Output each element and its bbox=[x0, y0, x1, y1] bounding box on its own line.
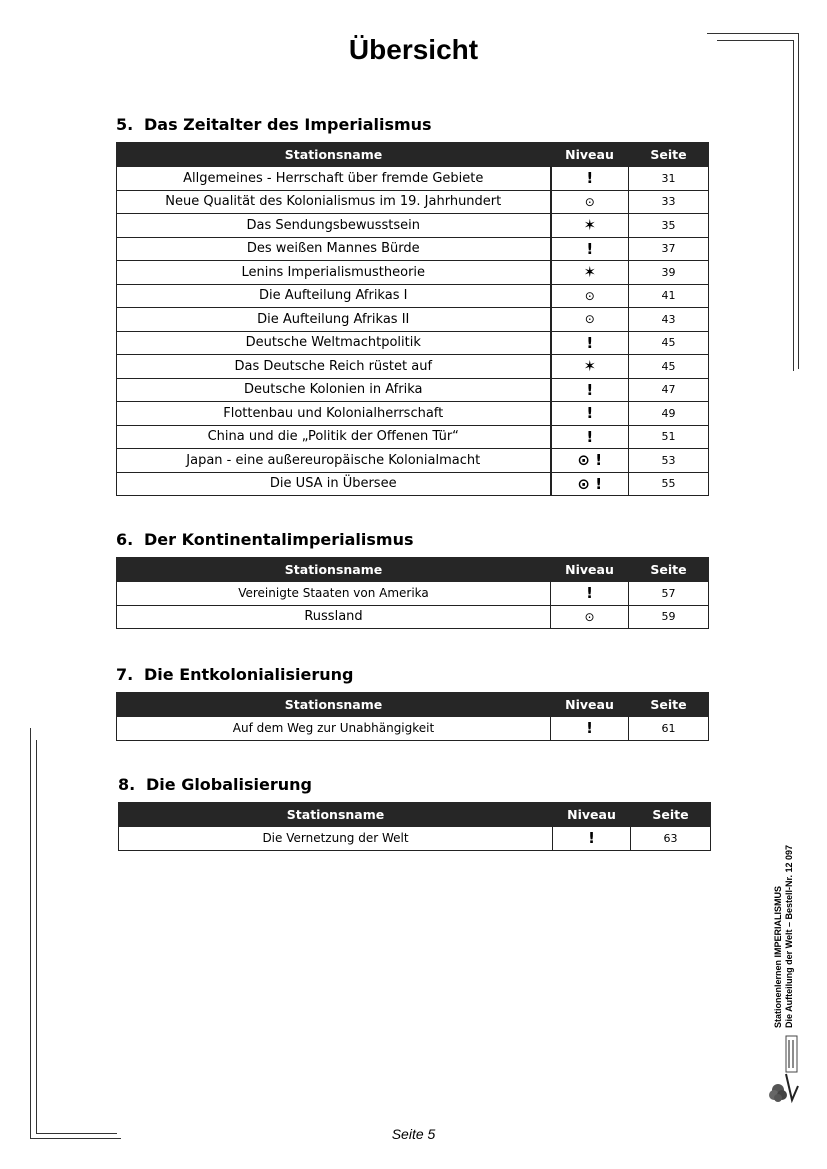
station-name: Das Sendungsbewusstsein bbox=[117, 214, 551, 238]
stations-table bbox=[116, 557, 709, 629]
table-row bbox=[117, 190, 709, 214]
table-row bbox=[119, 827, 711, 851]
table-row bbox=[117, 331, 709, 355]
column-header-seite: Seite bbox=[629, 558, 709, 582]
page-number: 49 bbox=[629, 402, 709, 426]
page-number: 45 bbox=[629, 355, 709, 379]
page-number: 43 bbox=[629, 308, 709, 332]
page-number: 45 bbox=[629, 331, 709, 355]
section-heading: 7. Die Entkolonialisierung bbox=[116, 665, 354, 684]
page-number: 33 bbox=[629, 190, 709, 214]
table-row bbox=[117, 355, 709, 379]
page-number: 41 bbox=[629, 284, 709, 308]
page-number: 55 bbox=[629, 472, 709, 496]
side-text-line-2: Die Aufteilung der Welt – Bestell-Nr. 12 097 bbox=[784, 844, 794, 1028]
station-name: Die Aufteilung Afrikas II bbox=[117, 308, 551, 332]
station-name: Allgemeines - Herrschaft über fremde Gebiete bbox=[117, 167, 551, 191]
niveau-icon: ! bbox=[551, 402, 629, 426]
station-name: Russland bbox=[117, 605, 551, 629]
station-name: Vereinigte Staaten von Amerika bbox=[117, 582, 551, 606]
page-number-footer: Seite 5 bbox=[391, 1126, 436, 1142]
column-header-stationsname: Stationsname bbox=[117, 143, 551, 167]
column-header-seite: Seite bbox=[629, 693, 709, 717]
table-row bbox=[117, 605, 709, 629]
table-row bbox=[117, 284, 709, 308]
column-header-niveau: Niveau bbox=[553, 803, 631, 827]
section-heading: 6. Der Kontinentalimperialismus bbox=[116, 530, 414, 549]
stations-table bbox=[116, 692, 709, 741]
station-name: Flottenbau und Kolonialherrschaft bbox=[117, 402, 551, 426]
section-entkolonialisierung bbox=[116, 664, 708, 741]
niveau-icon: ! bbox=[551, 237, 629, 261]
station-name: Auf dem Weg zur Unabhängigkeit bbox=[117, 717, 551, 741]
station-name: China und die „Politik der Offenen Tür“ bbox=[117, 425, 551, 449]
column-header-stationsname: Stationsname bbox=[119, 803, 553, 827]
page-number: 37 bbox=[629, 237, 709, 261]
niveau-icon: ! bbox=[551, 378, 629, 402]
niveau-icon: ! bbox=[553, 827, 631, 851]
page-number: 47 bbox=[629, 378, 709, 402]
table-row bbox=[117, 717, 709, 741]
table-row bbox=[117, 167, 709, 191]
niveau-icon: ! bbox=[551, 717, 629, 741]
table-row bbox=[117, 378, 709, 402]
table-row bbox=[117, 308, 709, 332]
side-text-line-1: Stationenlernen IMPERIALISMUS bbox=[773, 885, 783, 1028]
stations-table bbox=[116, 142, 709, 496]
station-name: Neue Qualität des Kolonialismus im 19. Jahrhundert bbox=[117, 190, 551, 214]
niveau-icon: ⊙ bbox=[551, 308, 629, 332]
side-publication-info bbox=[773, 808, 807, 1028]
page-number: 51 bbox=[629, 425, 709, 449]
column-header-seite: Seite bbox=[631, 803, 711, 827]
corner-frame-top-right-inner bbox=[717, 40, 794, 371]
station-name: Deutsche Kolonien in Afrika bbox=[117, 378, 551, 402]
section-heading: 5. Das Zeitalter des Imperialismus bbox=[116, 115, 432, 134]
table-row bbox=[117, 582, 709, 606]
page-number: 53 bbox=[629, 449, 709, 473]
table-row bbox=[117, 425, 709, 449]
niveau-icon: ! bbox=[551, 331, 629, 355]
page-number: 39 bbox=[629, 261, 709, 285]
niveau-icon: ✶ bbox=[551, 214, 629, 238]
section-kontinentalimperialismus bbox=[116, 529, 708, 629]
column-header-seite: Seite bbox=[629, 143, 709, 167]
niveau-icon: ⊙ bbox=[551, 190, 629, 214]
page-number: 35 bbox=[629, 214, 709, 238]
niveau-icon: ! bbox=[551, 425, 629, 449]
section-heading: 8. Die Globalisierung bbox=[118, 775, 312, 794]
station-name: Die Aufteilung Afrikas I bbox=[117, 284, 551, 308]
section-globalisierung bbox=[118, 774, 710, 851]
niveau-icon: ✶ bbox=[551, 261, 629, 285]
station-name: Die USA in Übersee bbox=[117, 472, 551, 496]
station-name: Des weißen Mannes Bürde bbox=[117, 237, 551, 261]
page-number: 31 bbox=[629, 167, 709, 191]
table-row bbox=[117, 261, 709, 285]
page-number: 59 bbox=[629, 605, 709, 629]
niveau-icon: ! bbox=[551, 167, 629, 191]
station-name: Japan - eine außereuropäische Kolonialmacht bbox=[117, 449, 551, 473]
niveau-icon: ⊙ bbox=[551, 605, 629, 629]
table-row bbox=[117, 402, 709, 426]
page-number: 63 bbox=[631, 827, 711, 851]
page-number: 57 bbox=[629, 582, 709, 606]
section-imperialismus bbox=[116, 114, 708, 496]
page-title: Übersicht bbox=[348, 34, 479, 65]
table-row bbox=[117, 214, 709, 238]
page-number: 61 bbox=[629, 717, 709, 741]
niveau-icon: ⊙ bbox=[551, 284, 629, 308]
station-name: Deutsche Weltmachtpolitik bbox=[117, 331, 551, 355]
column-header-niveau: Niveau bbox=[551, 693, 629, 717]
niveau-icon: ⊙ ! bbox=[551, 449, 629, 473]
table-row bbox=[117, 472, 709, 496]
column-header-stationsname: Stationsname bbox=[117, 558, 551, 582]
niveau-icon: ⊙ ! bbox=[551, 472, 629, 496]
table-row bbox=[117, 237, 709, 261]
stations-table bbox=[118, 802, 711, 851]
station-name: Das Deutsche Reich rüstet auf bbox=[117, 355, 551, 379]
niveau-icon: ✶ bbox=[551, 355, 629, 379]
publisher-logo-icon bbox=[768, 1034, 802, 1106]
station-name: Die Vernetzung der Welt bbox=[119, 827, 553, 851]
column-header-niveau: Niveau bbox=[551, 143, 629, 167]
niveau-icon: ! bbox=[551, 582, 629, 606]
column-header-stationsname: Stationsname bbox=[117, 693, 551, 717]
station-name: Lenins Imperialismustheorie bbox=[117, 261, 551, 285]
corner-frame-bottom-left-inner bbox=[36, 740, 117, 1134]
table-row bbox=[117, 449, 709, 473]
column-header-niveau: Niveau bbox=[551, 558, 629, 582]
